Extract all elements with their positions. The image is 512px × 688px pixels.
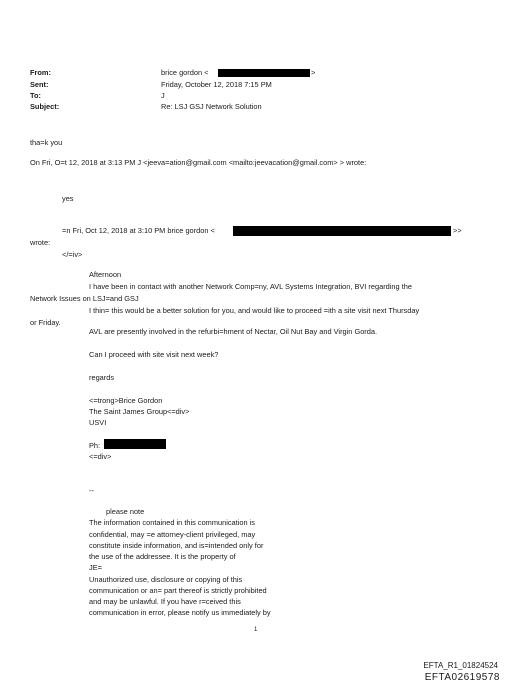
quote2-intro: =n Fri, Oct 12, 2018 at 3:10 PM brice gordon < bbox=[62, 226, 215, 235]
bates-ref-1: EFTA_R1_01824524 bbox=[423, 661, 498, 670]
from-close: > bbox=[311, 68, 316, 77]
page-number: 1 bbox=[254, 627, 258, 633]
quote1-intro: On Fri, O=t 12, 2018 at 3:13 PM J <jeeva=ation@gmail.com <mailto:jeevacation@gmail.com> > wrote: bbox=[30, 158, 367, 167]
note-title: please note bbox=[106, 507, 145, 516]
para2-line2: or Friday. bbox=[30, 318, 61, 327]
yes-line: yes bbox=[62, 194, 74, 203]
subject-label: Subject: bbox=[30, 102, 60, 111]
bates-ref-2: EFTA02619578 bbox=[424, 672, 500, 683]
div-tag: <=div> bbox=[89, 452, 112, 461]
to-label: To: bbox=[30, 91, 41, 100]
to-value: J bbox=[161, 91, 165, 100]
thanks-line: tha=k you bbox=[30, 138, 63, 147]
signature-location: USVI bbox=[89, 418, 107, 427]
sent-label: Sent: bbox=[30, 80, 49, 89]
greeting: Afternoon bbox=[89, 270, 122, 279]
signature-name: <=trong>Brice Gordon bbox=[89, 396, 163, 405]
confidentiality-line1: The information contained in this communication is bbox=[89, 518, 255, 527]
regards-line: regards bbox=[89, 373, 115, 382]
para1-line2: Network Issues on LSJ=and GSJ bbox=[30, 294, 139, 303]
confidentiality-line3: constitute inside information, and is=intended only for bbox=[89, 541, 264, 550]
redaction-from-email bbox=[218, 69, 310, 77]
signature-company: The Saint James Group<=div> bbox=[89, 407, 190, 416]
confidentiality-line8: and may be unlawful. If you have r=ceived this bbox=[89, 597, 241, 606]
from-label: From: bbox=[30, 68, 51, 77]
confidentiality-line6: Unauthorized use, disclosure or copying of this bbox=[89, 575, 243, 584]
confidentiality-line2: confidential, may =e attorney-client privileged, may bbox=[89, 530, 256, 539]
quote2-close: >> bbox=[453, 226, 462, 235]
confidentiality-line4: the use of the addressee. It is the property of bbox=[89, 552, 236, 561]
confidentiality-line9: communication in error, please notify us immediately by bbox=[89, 608, 271, 617]
redaction-phone bbox=[104, 439, 166, 449]
from-value: brice gordon < bbox=[161, 68, 209, 77]
question-line: Can I proceed with site visit next week? bbox=[89, 350, 219, 359]
sent-value: Friday, October 12, 2018 7:15 PM bbox=[161, 80, 272, 89]
wrote-line: wrote: bbox=[30, 238, 51, 247]
div-close-tag: </=iv> bbox=[62, 250, 83, 259]
confidentiality-line5: JE= bbox=[89, 563, 102, 572]
confidentiality-line7: communication or an= part thereof is strictly prohibited bbox=[89, 586, 267, 595]
phone-label: Ph: bbox=[89, 441, 101, 450]
para3: AVL are presently involved in the refurbi=hment of Nectar, Oil Nut Bay and Virgin Gorda. bbox=[89, 327, 378, 336]
separator-dashes: -- bbox=[89, 486, 94, 495]
subject-value: Re: LSJ GSJ Network Solution bbox=[161, 102, 262, 111]
para2-line1: I thin= this would be a better solution for you, and would like to proceed =ith a site visit next Thursday bbox=[89, 306, 420, 315]
para1-line1: I have been in contact with another Network Comp=ny, AVL Systems Integration, BVI regarding the bbox=[89, 282, 412, 291]
redaction-brice-email bbox=[233, 226, 451, 236]
